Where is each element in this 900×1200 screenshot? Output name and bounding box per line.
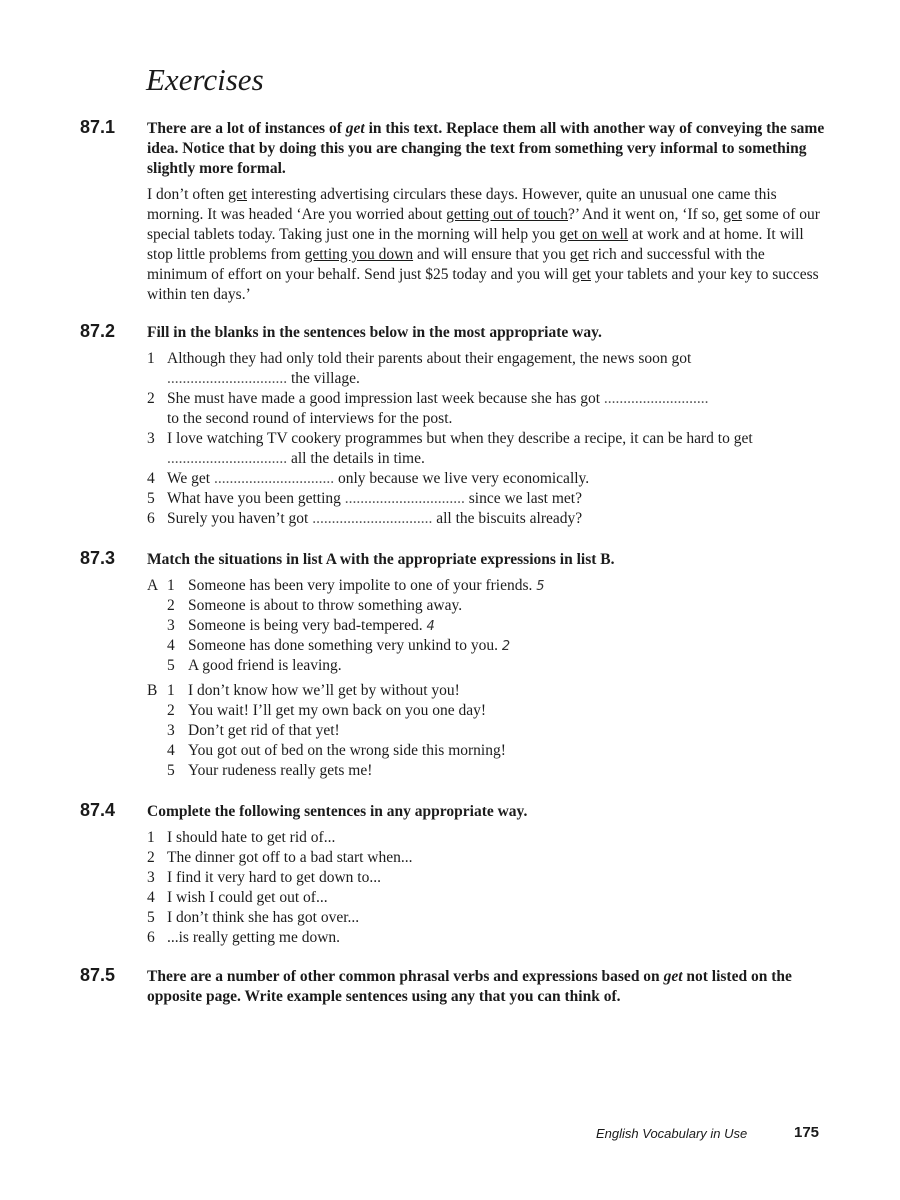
sentence-start: Although they had only told their parents about their engagement, the news soon got <box>167 350 692 367</box>
exercise-instruction: Fill in the blanks in the sentences below in the most appropriate way. <box>147 324 602 341</box>
sentence-start: We get <box>167 470 214 487</box>
list-item <box>147 848 827 868</box>
passage-text: some of our special tablets today. Taking just one in the morning will help you <box>147 206 820 243</box>
underlined-get: get <box>228 186 248 203</box>
exercise-87-1 <box>147 119 827 305</box>
list-item <box>147 721 827 741</box>
item-number: 4 <box>167 637 175 654</box>
instruction-text: in this text. Replace them all with another way of conveying the same idea. Notice that by doing this you are changing the text from something very informal to something slightly more formal. <box>147 120 825 177</box>
list-item <box>147 429 827 469</box>
list-item <box>147 761 827 781</box>
list-item <box>147 868 827 888</box>
item-text: Someone has been very impolite to one of your friends. 5 <box>188 577 545 594</box>
sentence-end: since we last met? <box>464 490 582 507</box>
item-text: I should hate to get rid of... <box>167 829 336 846</box>
item-text: Someone has done something very unkind to you. 2 <box>188 637 511 654</box>
item-text: Your rudeness really gets me! <box>188 762 373 779</box>
underlined-get: getting you down <box>304 246 414 263</box>
instruction-keyword: get <box>345 120 365 137</box>
item-number: 3 <box>167 722 175 739</box>
exercise-instruction: Complete the following sentences in any appropriate way. <box>147 803 528 820</box>
list-item <box>147 636 827 656</box>
blank-line: ............................... <box>344 490 465 507</box>
item-text: ...is really getting me down. <box>167 929 341 946</box>
instruction-text: There are a number of other common phrasal verbs and expressions based on <box>147 968 664 985</box>
exercise-87-5 <box>147 967 827 1007</box>
item-number: 4 <box>167 742 175 759</box>
handwritten-answer: 5 <box>536 579 545 594</box>
list-item <box>147 681 827 701</box>
item-text <box>167 389 827 429</box>
sentence-end: only because we live very economically. <box>334 470 590 487</box>
item-number: 3 <box>167 617 175 634</box>
blank-line: ............................... <box>167 370 288 387</box>
passage-text: ?’ And it went on, ‘If so, <box>567 206 724 223</box>
instruction-text: not listed on the opposite page. Write example sentences using any that you can think of. <box>147 968 792 1005</box>
list-b <box>147 681 827 781</box>
item-number: 5 <box>147 490 155 507</box>
exercise-instruction <box>147 119 827 179</box>
list-item <box>147 489 827 509</box>
item-number: 3 <box>147 869 155 886</box>
exercise-87-4 <box>147 802 827 948</box>
passage-text: I don’t often <box>147 186 229 203</box>
passage-text: and will ensure that you <box>413 246 570 263</box>
exercise-number: 87.3 <box>80 548 116 568</box>
list-item <box>147 701 827 721</box>
sentence-end: all the details in time. <box>287 450 425 467</box>
item-number: 2 <box>167 702 175 719</box>
item-text <box>167 509 827 529</box>
item-text: The dinner got off to a bad start when... <box>167 849 413 866</box>
book-title: English Vocabulary in Use <box>596 1126 748 1141</box>
item-number: 5 <box>167 762 175 779</box>
item-text <box>167 429 827 469</box>
list-item <box>147 616 827 636</box>
underlined-get: getting out of touch <box>446 206 568 223</box>
sentence-end: to the second round of interviews for the post. <box>167 410 453 427</box>
passage-text: at work and at home. It will stop little problems from <box>147 226 804 263</box>
sentence-start: She must have made a good impression last week because she has got <box>167 390 604 407</box>
underlined-get: get <box>723 206 743 223</box>
item-number: 5 <box>147 909 155 926</box>
sentence-start: Surely you haven’t got <box>167 510 313 527</box>
list-label: B <box>147 682 158 699</box>
list-item <box>147 596 827 616</box>
item-number: 6 <box>147 510 155 527</box>
underlined-get: get on well <box>559 226 629 243</box>
exercise-passage <box>147 185 827 305</box>
item-number: 1 <box>147 829 155 846</box>
exercise-87-3 <box>147 550 827 781</box>
item-text: I don’t know how we’ll get by without you! <box>188 682 460 699</box>
passage-text: rich and successful with the minimum of effort on your behalf. Send just $25 today and you will <box>147 246 765 283</box>
item-text: I don’t think she has got over... <box>167 909 360 926</box>
list-a <box>147 576 827 676</box>
item-number: 2 <box>147 390 155 407</box>
passage-text: your tablets and your key to success within ten days.’ <box>147 266 819 303</box>
sentence-start: I love watching TV cookery programmes but when they describe a recipe, it can be hard to get <box>167 430 753 447</box>
list-item <box>147 928 827 948</box>
item-text: A good friend is leaving. <box>188 657 342 674</box>
item-number: 1 <box>167 577 175 594</box>
list-label: A <box>147 577 159 594</box>
exercise-87-2 <box>147 323 827 529</box>
list-item <box>147 828 827 848</box>
item-number: 5 <box>167 657 175 674</box>
item-text: You got out of bed on the wrong side this morning! <box>188 742 506 759</box>
list-item <box>147 576 827 596</box>
list-item <box>147 469 827 489</box>
exercise-number: 87.1 <box>80 117 116 137</box>
sentence-end: the village. <box>287 370 360 387</box>
underlined-get: get <box>569 246 589 263</box>
blank-line: ............................... <box>312 510 433 527</box>
item-number: 3 <box>147 430 155 447</box>
item-number: 6 <box>147 929 155 946</box>
item-text: Don’t get rid of that yet! <box>188 722 340 739</box>
blank-line: ............................... <box>213 470 335 487</box>
list-item <box>147 389 827 429</box>
item-text: I find it very hard to get down to... <box>167 869 381 886</box>
list-item <box>147 509 827 529</box>
page-title: Exercises <box>146 62 264 97</box>
instruction-keyword: get <box>663 968 683 985</box>
sentence-end: all the biscuits already? <box>432 510 583 527</box>
completion-list <box>147 828 827 948</box>
item-text <box>167 489 827 509</box>
exercise-number: 87.2 <box>80 321 116 341</box>
item-number: 2 <box>147 849 155 866</box>
underlined-get: get <box>572 266 591 283</box>
list-item <box>147 888 827 908</box>
sentence-start: What have you been getting <box>167 490 345 507</box>
blank-line: ........................... <box>603 390 709 407</box>
list-item <box>147 656 827 676</box>
exercise-number: 87.5 <box>80 965 116 985</box>
exercise-instruction <box>147 967 827 1007</box>
item-text: Someone is about to throw something away. <box>188 597 463 614</box>
exercise-instruction: Match the situations in list A with the appropriate expressions in list B. <box>147 551 615 568</box>
item-text: I wish I could get out of... <box>167 889 328 906</box>
item-text <box>167 469 827 489</box>
list-item <box>147 908 827 928</box>
handwritten-answer: 2 <box>501 639 511 654</box>
blank-line: ............................... <box>167 450 288 467</box>
fill-blank-list <box>147 349 827 529</box>
item-number: 1 <box>147 350 155 367</box>
exercise-number: 87.4 <box>80 800 116 820</box>
item-text <box>167 349 827 389</box>
instruction-text: There are a lot of instances of <box>147 120 346 137</box>
page-number: 175 <box>794 1124 820 1141</box>
item-text: Someone is being very bad-tempered. 4 <box>188 617 435 634</box>
item-text: You wait! I’ll get my own back on you one day! <box>188 702 487 719</box>
item-number: 4 <box>147 889 155 906</box>
list-item <box>147 349 827 389</box>
list-item <box>147 741 827 761</box>
item-number: 4 <box>147 470 155 487</box>
passage-text: interesting advertising circulars these days. However, quite an unusual one came this morning. It was headed ‘Are you worried about <box>147 186 777 223</box>
handwritten-answer: 4 <box>426 619 435 634</box>
item-number: 2 <box>167 597 175 614</box>
item-number: 1 <box>167 682 175 699</box>
